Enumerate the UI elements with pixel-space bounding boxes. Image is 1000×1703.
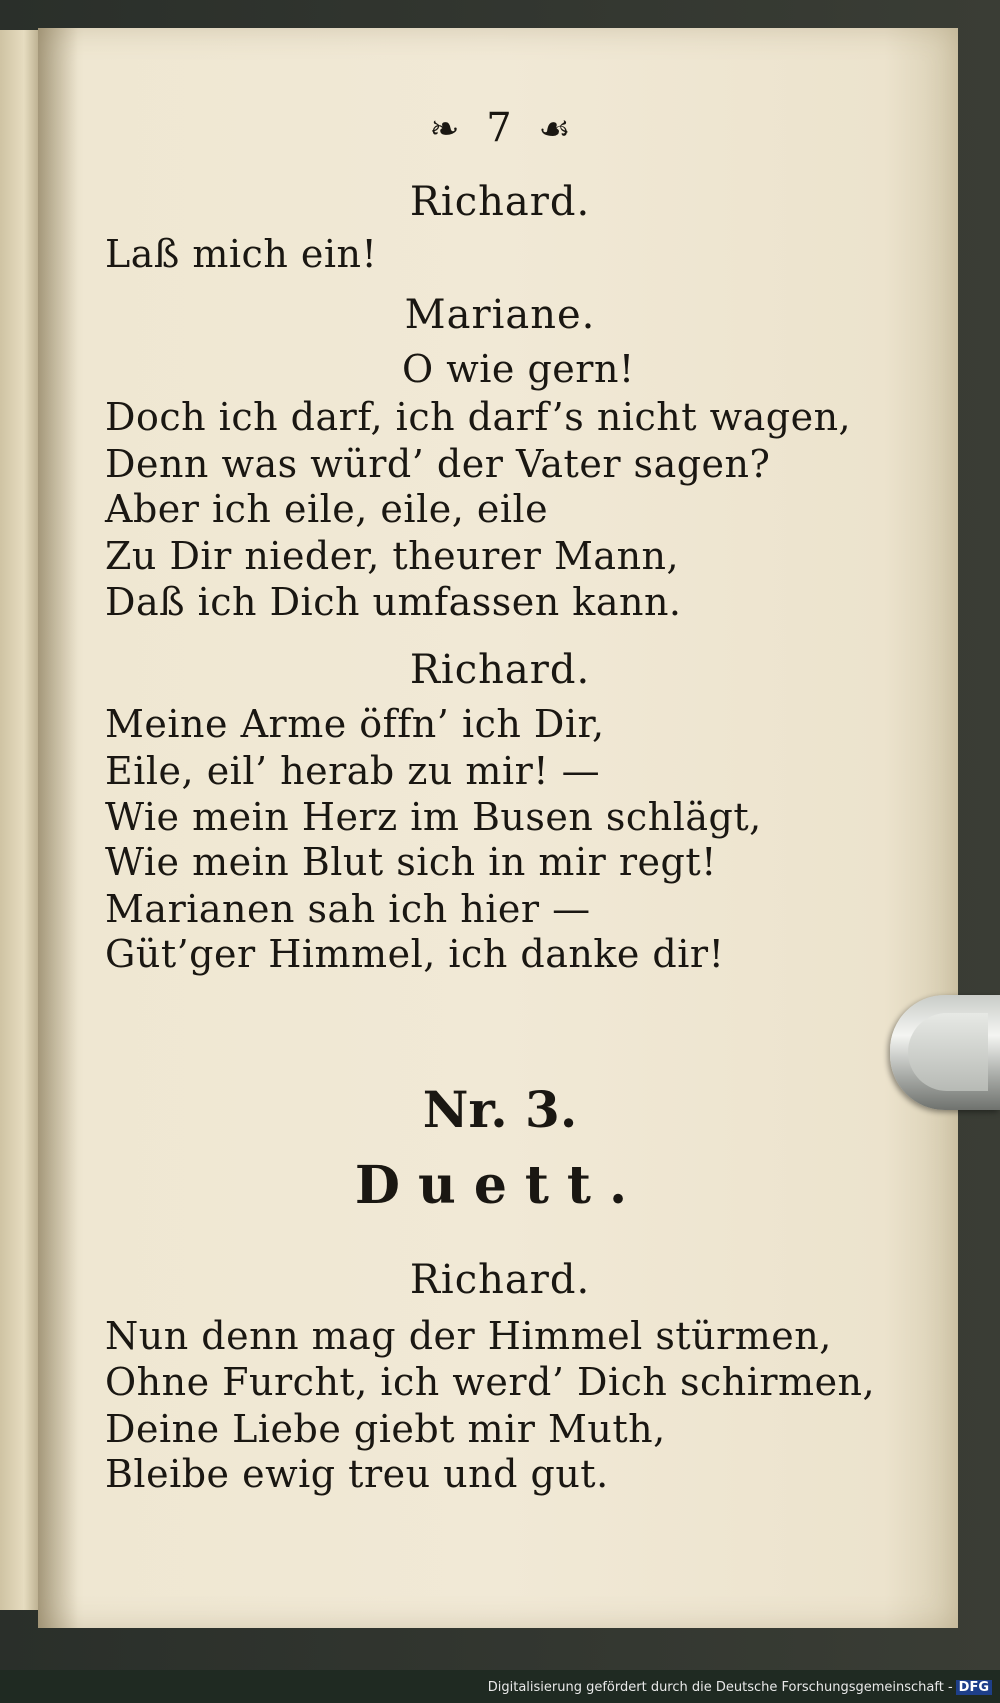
gutter-shadow	[38, 28, 78, 1628]
section-title: Duett.	[354, 1155, 646, 1216]
section-number: Nr. 3.	[422, 1080, 578, 1139]
credit-text: Digitalisierung gefördert durch die Deutsche Forschungsgemeinschaft -	[487, 1680, 953, 1695]
verse-line: Laß mich ein!	[105, 232, 378, 276]
speaker-richard-3: Richard.	[409, 1257, 591, 1303]
verse-line: Wie mein Herz im Busen schlägt,	[105, 795, 762, 839]
verse-line: Doch ich darf, ich darf’s nicht wagen,	[105, 395, 852, 439]
speaker-richard-1: Richard.	[409, 179, 591, 225]
ornament-left-icon: ❧	[429, 109, 460, 150]
digitization-credit	[488, 1680, 992, 1695]
verse-line: Aber ich eile, eile, eile	[105, 487, 549, 531]
left-page-edge	[0, 30, 40, 1610]
verse-line: Meine Arme öffn’ ich Dir,	[105, 702, 605, 746]
ornament-right-icon: ☙	[538, 109, 571, 150]
verse-line: Bleibe ewig treu und gut.	[105, 1452, 609, 1496]
verse-line: Denn was würd’ der Vater sagen?	[105, 442, 771, 486]
verse-line: Zu Dir nieder, theurer Mann,	[105, 534, 680, 578]
verse-line: Güt’ger Himmel, ich danke dir!	[105, 932, 725, 976]
verse-line: Nun denn mag der Himmel stürmen,	[105, 1314, 832, 1358]
verse-line: Deine Liebe giebt mir Muth,	[105, 1407, 666, 1451]
verse-line: Daß ich Dich umfassen kann.	[105, 580, 682, 624]
dfg-logo: DFG	[956, 1680, 992, 1695]
verse-line: Ohne Furcht, ich werd’ Dich schirmen,	[105, 1360, 876, 1404]
verse-line: Wie mein Blut sich in mir regt!	[105, 840, 717, 884]
verse-line: O wie gern!	[402, 347, 635, 391]
verse-line: Eile, eil’ herab zu mir! —	[105, 749, 601, 793]
speaker-mariane: Mariane.	[404, 292, 596, 338]
speaker-richard-2: Richard.	[409, 647, 591, 693]
page-header	[0, 105, 1000, 151]
verse-line: Marianen sah ich hier —	[105, 887, 591, 931]
page-number: 7	[486, 105, 512, 151]
